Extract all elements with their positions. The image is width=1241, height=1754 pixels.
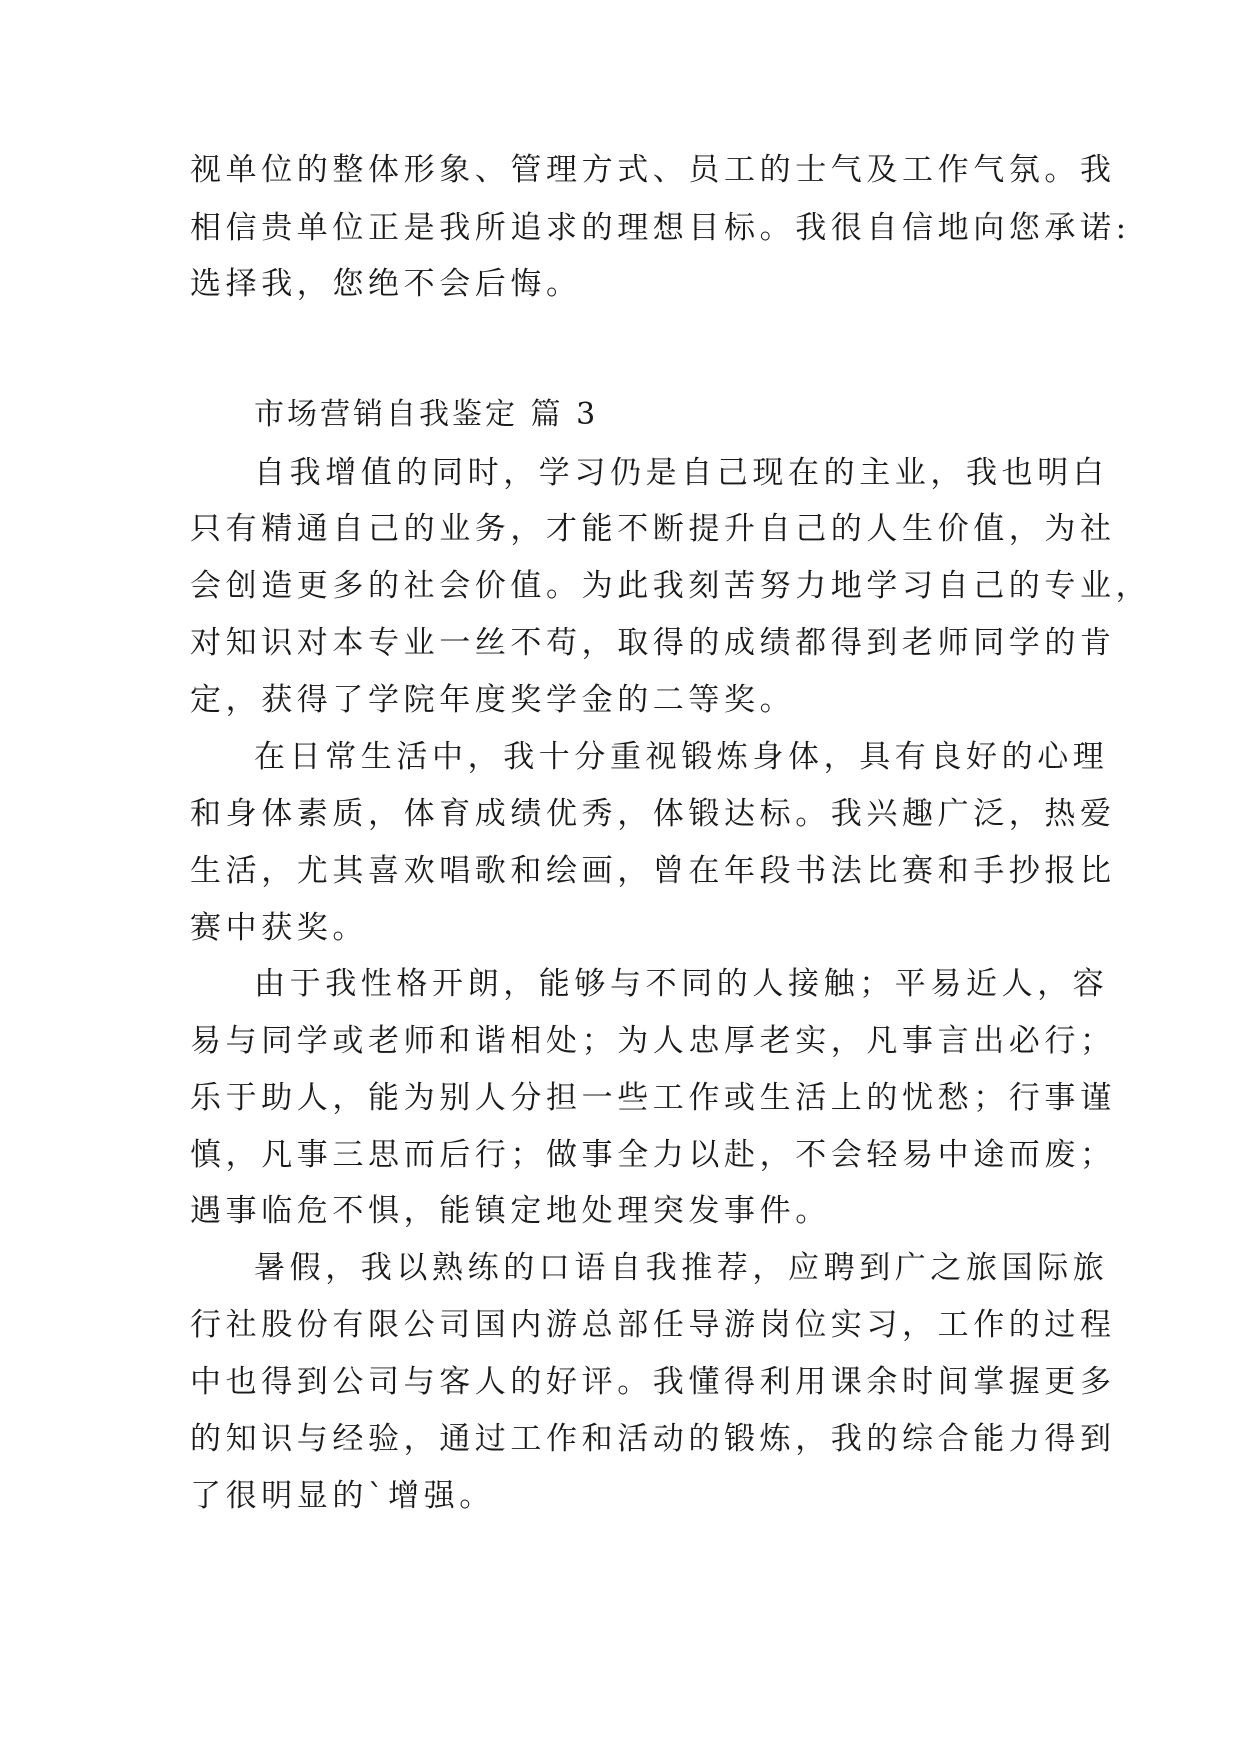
intro-line-2: 相信贵单位正是我所追求的理想目标。我很自信地向您承诺: — [190, 210, 1131, 246]
paragraph-2-line-4: 赛中获奖。 — [190, 910, 368, 946]
paragraph-4-line-1: 暑假，我以熟练的口语自我推荐，应聘到广之旅国际旅 — [254, 1250, 1109, 1286]
paragraph-3-line-3: 乐于助人，能为别人分担一些工作或生活上的忧愁；行事谨 — [190, 1080, 1116, 1116]
paragraph-4-line-5: 了很明显的`增强。 — [190, 1478, 495, 1514]
paragraph-2-line-3: 生活，尤其喜欢唱歌和绘画，曾在年段书法比赛和手抄报比 — [190, 853, 1116, 889]
paragraph-3-line-5: 遇事临危不惧，能镇定地处理突发事件。 — [190, 1193, 831, 1229]
paragraph-3-line-1: 由于我性格开朗，能够与不同的人接触；平易近人，容 — [254, 966, 1109, 1002]
paragraph-1-line-1: 自我增值的同时，学习仍是自己现在的主业，我也明白 — [254, 455, 1109, 491]
paragraph-4-line-3: 中也得到公司与客人的好评。我懂得利用课余时间掌握更多 — [190, 1364, 1116, 1400]
paragraph-4-line-2: 行社股份有限公司国内游总部任导游岗位实习，工作的过程 — [190, 1307, 1116, 1343]
paragraph-2-line-1: 在日常生活中，我十分重视锻炼身体，具有良好的心理 — [254, 739, 1109, 775]
paragraph-3-line-4: 慎，凡事三思而后行；做事全力以赴，不会轻易中途而废； — [190, 1137, 1116, 1173]
section-heading: 市场营销自我鉴定 篇 3 — [254, 397, 599, 432]
paragraph-4-line-4: 的知识与经验，通过工作和活动的锻炼，我的综合能力得到 — [190, 1421, 1116, 1457]
paragraph-1-line-3: 会创造更多的社会价值。为此我刻苦努力地学习自己的专业， — [190, 568, 1152, 604]
paragraph-2-line-2: 和身体素质，体育成绩优秀，体锻达标。我兴趣广泛，热爱 — [190, 796, 1116, 832]
intro-line-3: 选择我，您绝不会后悔。 — [190, 266, 582, 302]
intro-line-1: 视单位的整体形象、管理方式、员工的士气及工作气氛。我 — [190, 152, 1116, 188]
paragraph-1-line-5: 定，获得了学院年度奖学金的二等奖。 — [190, 682, 796, 718]
paragraph-3-line-2: 易与同学或老师和谐相处；为人忠厚老实，凡事言出必行； — [190, 1023, 1116, 1059]
paragraph-1-line-4: 对知识对本专业一丝不苟，取得的成绩都得到老师同学的肯 — [190, 625, 1116, 661]
paragraph-1-line-2: 只有精通自己的业务，才能不断提升自己的人生价值，为社 — [190, 511, 1116, 547]
